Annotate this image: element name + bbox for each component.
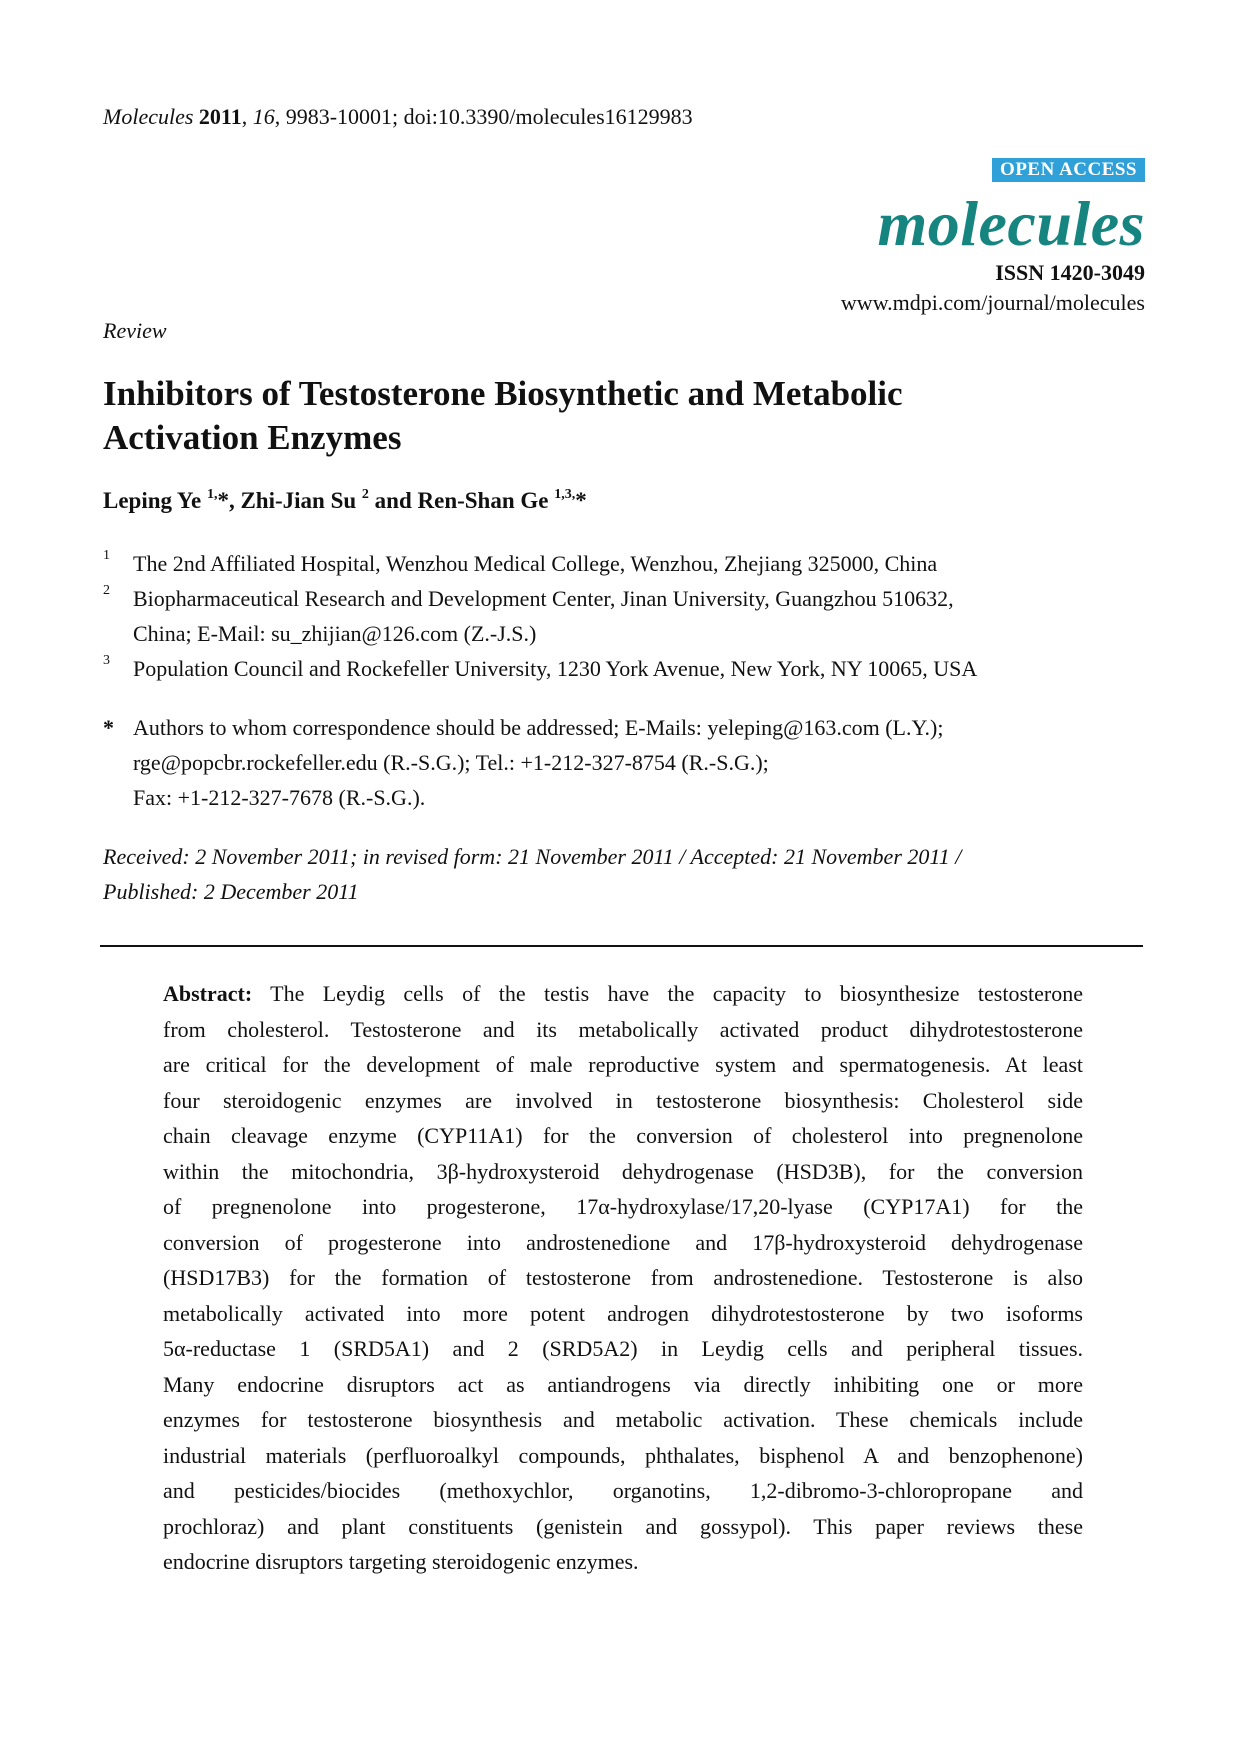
author-name: Zhi-Jian Su — [240, 488, 362, 513]
abstract-line: conversion of progesterone into androstenedione and 17β-hydroxysteroid dehydrogenase — [163, 1229, 1083, 1255]
author-separator: *, — [217, 488, 241, 513]
paper-title — [103, 372, 1143, 460]
affiliation-text: Population Council and Rockefeller University, 1230 York Avenue, New York, NY 10065, USA — [133, 656, 978, 681]
affiliation-text: Biopharmaceutical Research and Development Center, Jinan University, Guangzhou 510632, — [133, 586, 954, 611]
citation-year: 2011 — [198, 104, 242, 129]
abstract-line: enzymes for testosterone biosynthesis and metabolic activation. These chemicals include — [163, 1407, 1083, 1432]
journal-logo: molecules — [877, 188, 1145, 259]
affiliation-text: The 2nd Affiliated Hospital, Wenzhou Medical College, Wenzhou, Zhejiang 325000, China — [133, 551, 938, 576]
correspondence-line: Authors to whom correspondence should be addressed; E-Mails: yeleping@163.com (L.Y.); — [133, 715, 944, 740]
abstract-line — [163, 976, 1083, 1012]
affiliation-item — [103, 581, 1163, 651]
author-separator: * — [575, 488, 587, 513]
abstract-line: chain cleavage enzyme (CYP11A1) for the conversion of cholesterol into pregnenolone — [163, 1123, 1083, 1148]
dates-line: Published: 2 December 2011 — [103, 879, 359, 904]
affiliation-number: 2 — [103, 583, 110, 598]
citation-pages-doi: , 9983-10001; doi:10.3390/molecules16129983 — [274, 104, 693, 129]
abstract-label: Abstract: — [163, 981, 253, 1006]
issn: ISSN 1420-3049 — [995, 260, 1145, 285]
abstract-line: within the mitochondria, 3β-hydroxysteroid dehydrogenase (HSD3B), for the conversion — [163, 1158, 1083, 1184]
abstract-line: metabolically activated into more potent androgen dihydrotestosterone by two isoforms — [163, 1300, 1083, 1326]
abstract — [163, 976, 1083, 1580]
abstract-line: 5α-reductase 1 (SRD5A1) and 2 (SRD5A2) in Leydig cells and peripheral tissues. — [163, 1336, 1083, 1361]
abstract-line: Many endocrine disruptors act as antiandrogens via directly inhibiting one or more — [163, 1371, 1083, 1397]
affiliation-item — [103, 546, 1163, 581]
abstract-line: are critical for the development of male reproductive system and spermatogenesis. At least — [163, 1052, 1083, 1077]
correspondence-line: rge@popcbr.rockefeller.edu (R.-S.G.); Tel.: +1-212-327-8754 (R.-S.G.); — [133, 750, 769, 775]
abstract-line: and pesticides/biocides (methoxychlor, organotins, 1,2-dibromo-3-chloropropane and — [163, 1478, 1083, 1503]
affiliation-number: 1 — [103, 548, 110, 563]
title-line: Inhibitors of Testosterone Biosynthetic and Metabolic — [103, 374, 903, 413]
author-name: Ren-Shan Ge — [417, 488, 555, 513]
dates-line: Received: 2 November 2011; in revised form: 21 November 2011 / Accepted: 21 November 2011 / — [103, 844, 962, 869]
author-name: Leping Ye — [103, 488, 207, 513]
journal-url[interactable]: www.mdpi.com/journal/molecules — [840, 290, 1145, 315]
abstract-line: prochloraz) and plant constituents (genistein and gossypol). This paper reviews these — [163, 1513, 1083, 1539]
abstract-line: from cholesterol. Testosterone and its metabolically activated product dihydrotestosterone — [163, 1016, 1083, 1042]
author-list — [103, 488, 587, 514]
affiliation-item — [103, 651, 1163, 686]
author-affiliation-mark: 2 — [361, 487, 369, 502]
abstract-line: of pregnenolone into progesterone, 17α-hydroxylase/17,20-lyase (CYP17A1) for the — [163, 1194, 1083, 1219]
abstract-line: (HSD17B3) for the formation of testosterone from androstenedione. Testosterone is also — [163, 1265, 1083, 1290]
author-affiliation-mark: 1,3, — [554, 487, 576, 502]
open-access-badge: OPEN ACCESS — [992, 158, 1145, 182]
citation-journal: Molecules — [103, 104, 194, 129]
abstract-line: four steroidogenic enzymes are involved in testosterone biosynthesis: Cholesterol side — [163, 1087, 1083, 1113]
abstract-line: endocrine disruptors targeting steroidogenic enzymes. — [163, 1549, 639, 1574]
affiliation-number: 3 — [103, 653, 110, 668]
correspondence-mark: * — [103, 715, 114, 740]
citation-volume: 16 — [252, 104, 275, 129]
title-line: Activation Enzymes — [103, 418, 402, 457]
correspondence-note — [103, 710, 1163, 815]
section-divider — [100, 945, 1143, 947]
journal-citation: Molecules 2011, 16, 9983-10001; doi:10.3390/molecules16129983 — [103, 104, 693, 129]
article-type: Review — [103, 318, 167, 343]
author-separator: and — [368, 488, 418, 513]
abstract-text: The Leydig cells of the testis have the capacity to biosynthesize testosterone — [270, 981, 1083, 1006]
correspondence-line: Fax: +1-212-327-7678 (R.-S.G.). — [133, 785, 426, 810]
author-affiliation-mark: 1, — [206, 487, 218, 502]
affiliations — [103, 546, 1163, 686]
publication-dates — [103, 839, 1163, 909]
affiliation-text: China; E-Mail: su_zhijian@126.com (Z.-J.S.) — [133, 621, 537, 646]
abstract-line: industrial materials (perfluoroalkyl compounds, phthalates, bisphenol A and benzophenone) — [163, 1442, 1083, 1468]
